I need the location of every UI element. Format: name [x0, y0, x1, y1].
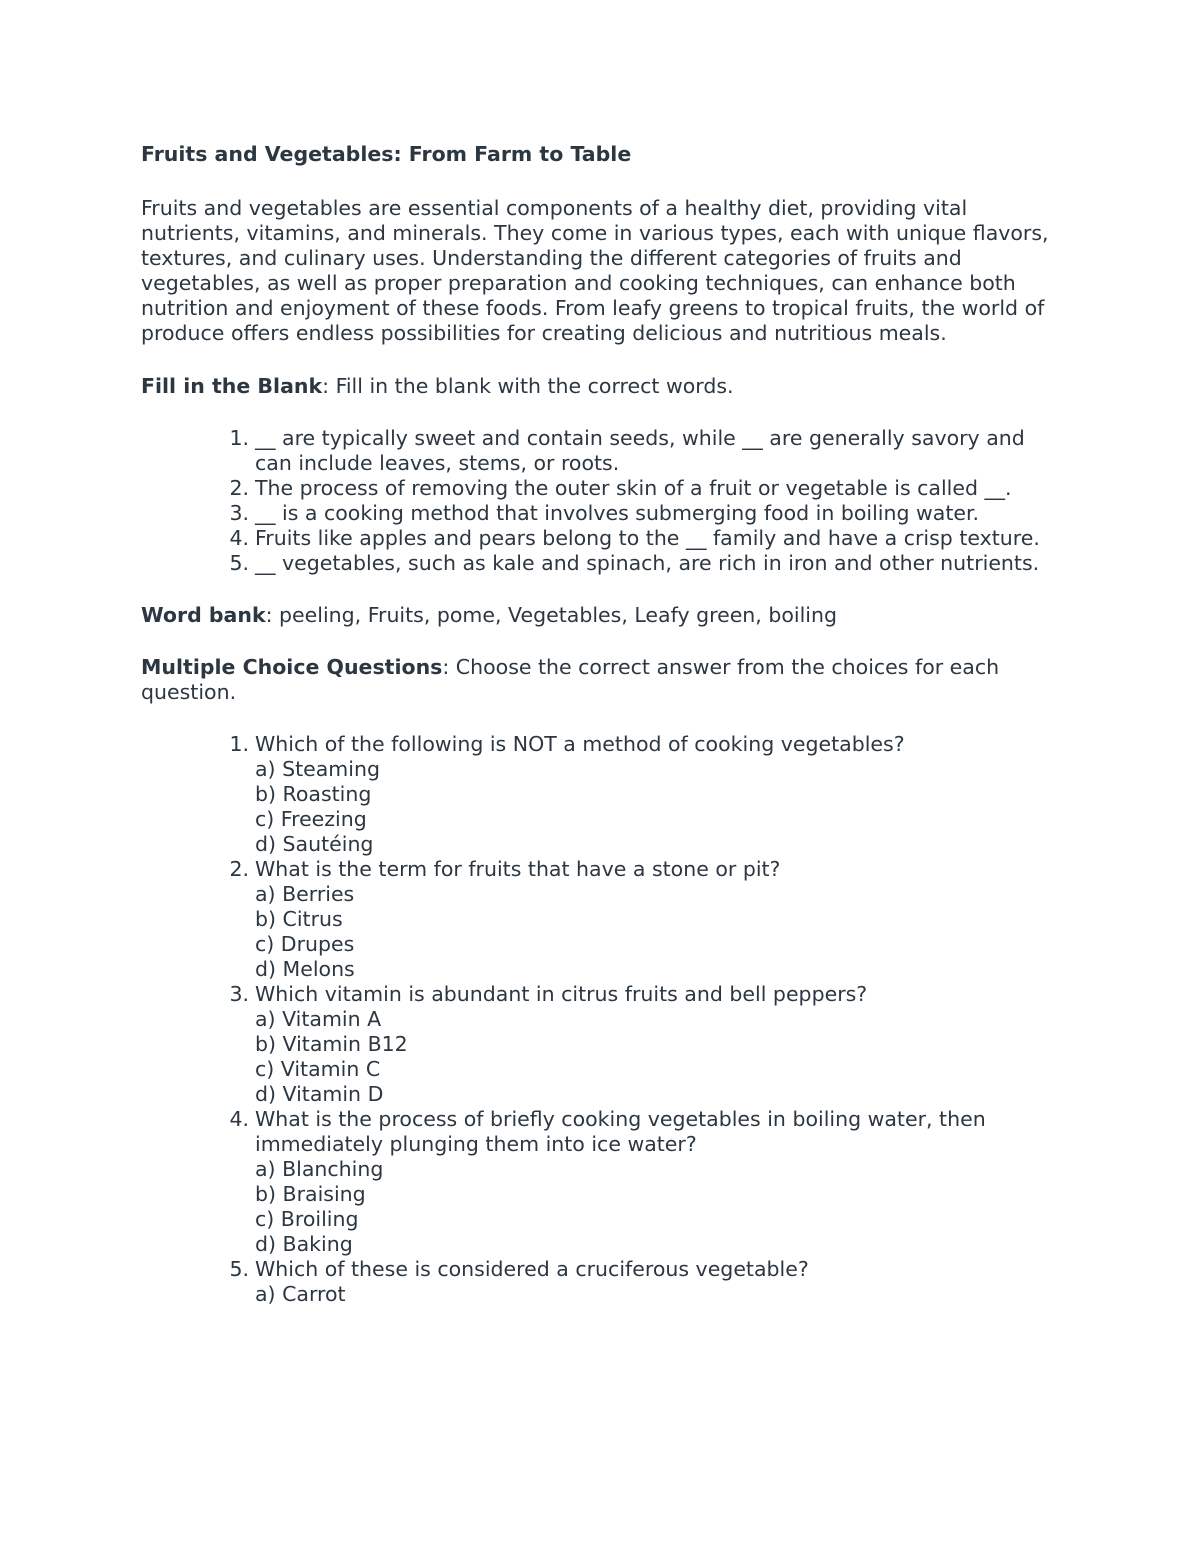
item-text: The process of removing the outer skin of a fruit or vegetable is called __.	[255, 476, 1012, 500]
document-title: Fruits and Vegetables: From Farm to Table	[141, 142, 632, 166]
answer-option: d) Baking	[255, 1232, 353, 1256]
answer-option: d) Sautéing	[255, 832, 374, 856]
answer-option: d) Vitamin D	[255, 1082, 384, 1106]
question-number: 2.	[229, 857, 249, 881]
answer-option: a) Carrot	[255, 1282, 346, 1306]
question-text: Which of the following is NOT a method of cooking vegetables?	[255, 732, 905, 756]
answer-option: b) Roasting	[255, 782, 372, 806]
item-number: 5.	[229, 551, 249, 575]
answer-option: b) Braising	[255, 1182, 366, 1206]
question-number: 1.	[229, 732, 249, 756]
item-number: 1.	[229, 426, 249, 450]
item-number: 4.	[229, 526, 249, 550]
fill-blank-instruction: : Fill in the blank with the correct words.	[322, 374, 734, 398]
item-text: __ are typically sweet and contain seeds, while __ are generally savory and can include leaves, stems, or roots.	[255, 426, 1025, 475]
answer-option: a) Steaming	[255, 757, 380, 781]
answer-option: b) Vitamin B12	[255, 1032, 408, 1056]
document-page	[141, 139, 1066, 1334]
mcq-instruction: : Choose the correct answer from the choices for each question.	[141, 655, 1000, 704]
fill-blank-heading-line	[141, 374, 1066, 399]
item-number: 3.	[229, 501, 249, 525]
word-bank-text: : peeling, Fruits, pome, Vegetables, Leafy green, boiling	[265, 603, 837, 627]
word-bank-heading: Word bank	[141, 603, 266, 627]
question-item	[141, 857, 1066, 982]
question-number: 5.	[229, 1257, 249, 1281]
answer-option: b) Citrus	[255, 907, 343, 931]
question-item	[141, 1107, 1066, 1257]
question-number: 4.	[229, 1107, 249, 1131]
item-text: Fruits like apples and pears belong to the __ family and have a crisp texture.	[255, 526, 1040, 550]
question-text: What is the term for fruits that have a stone or pit?	[255, 857, 781, 881]
answer-option: c) Broiling	[255, 1207, 359, 1231]
question-text: Which of these is considered a cruciferous vegetable?	[255, 1257, 809, 1281]
list-item	[141, 501, 1066, 526]
question-item	[141, 1257, 1066, 1307]
question-text: What is the process of briefly cooking vegetables in boiling water, then immediately plunging them into ice water?	[255, 1107, 986, 1156]
item-number: 2.	[229, 476, 249, 500]
answer-option: a) Blanching	[255, 1157, 384, 1181]
word-bank-line	[141, 603, 1066, 628]
question-item	[141, 732, 1066, 857]
intro-paragraph: Fruits and vegetables are essential components of a healthy diet, providing vital nutrients, vitamins, and minerals. They come in various types, each with unique flavors, textures, and culinary uses. Understanding the different categories of fruits and vegetables, as well as proper preparation and cooking techniques, can enhance both nutrition and enjoyment of these foods. From leafy greens to tropical fruits, the world of produce offers endless possibilities for creating delicious and nutritious meals.	[141, 196, 1049, 345]
item-text: __ vegetables, such as kale and spinach, are rich in iron and other nutrients.	[255, 551, 1040, 575]
fill-blank-heading: Fill in the Blank	[141, 374, 323, 398]
list-item	[141, 551, 1066, 576]
question-text: Which vitamin is abundant in citrus fruits and bell peppers?	[255, 982, 868, 1006]
answer-option: c) Freezing	[255, 807, 367, 831]
answer-option: c) Vitamin C	[255, 1057, 381, 1081]
mcq-heading: Multiple Choice Questions	[141, 655, 443, 679]
answer-option: a) Vitamin A	[255, 1007, 382, 1031]
answer-option: a) Berries	[255, 882, 355, 906]
list-item	[141, 526, 1066, 551]
mcq-heading-line	[141, 655, 1066, 705]
list-item	[141, 476, 1066, 501]
question-number: 3.	[229, 982, 249, 1006]
mcq-list	[141, 732, 1066, 1307]
fill-blank-list	[141, 426, 1066, 576]
question-item	[141, 982, 1066, 1107]
item-text: __ is a cooking method that involves submerging food in boiling water.	[255, 501, 980, 525]
answer-option: c) Drupes	[255, 932, 355, 956]
answer-option: d) Melons	[255, 957, 355, 981]
list-item	[141, 426, 1066, 476]
